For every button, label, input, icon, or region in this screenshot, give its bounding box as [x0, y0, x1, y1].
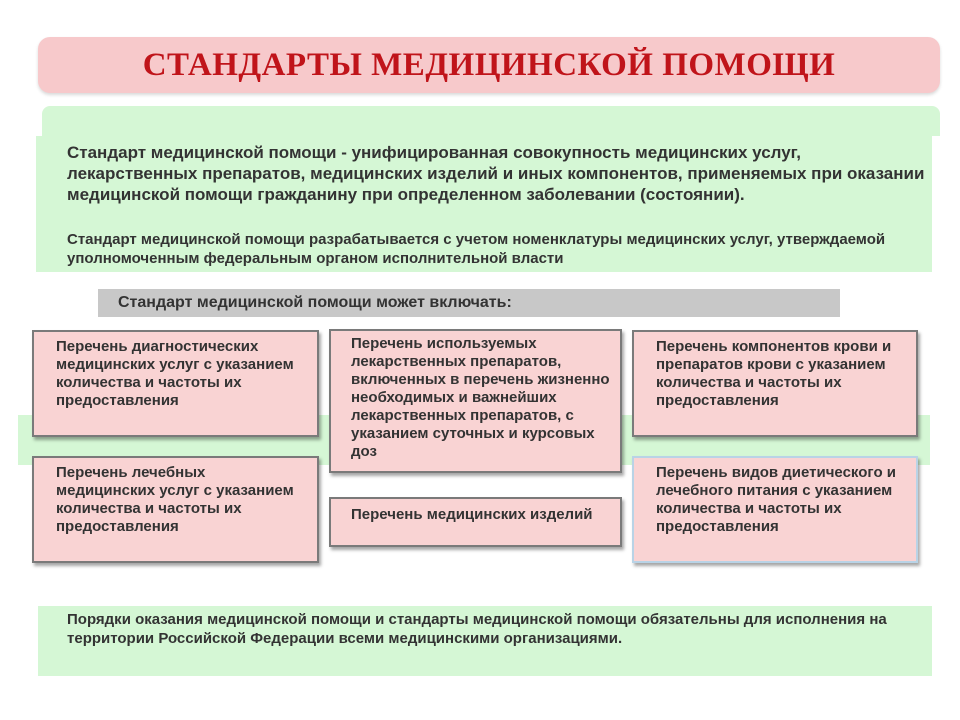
development-note: Стандарт медицинской помощи разрабатывается с учетом номенклатуры медицинских услуг, утверждаемой уполномоченным федеральным органом исполнительной власти — [67, 231, 886, 267]
item-medical-devices: Перечень медицинских изделий — [329, 497, 622, 547]
item-dietary-nutrition: Перечень видов диетического и лечебного питания с указанием количества и частоты их предоставления — [632, 456, 918, 563]
footer-text: Порядки оказания медицинской помощи и стандарты медицинской помощи обязательны для исполнения на территории Российской Федерации всеми медицинскими организациями. — [67, 611, 887, 647]
item-medications: Перечень используемых лекарственных препаратов, включенных в перечень жизненно необходимых и важнейших лекарственных препаратов, с указанием суточных и курсовых доз — [329, 329, 622, 473]
item-blood-components: Перечень компонентов крови и препаратов крови с указанием количества и частоты их предоставления — [632, 330, 918, 437]
item-diagnostic-services: Перечень диагностических медицинских услуг с указанием количества и частоты их предоставления — [32, 330, 319, 437]
page-title: СТАНДАРТЫ МЕДИЦИНСКОЙ ПОМОЩИ — [142, 46, 836, 83]
definition-text: Стандарт медицинской помощи - унифицированная совокупность медицинских услуг, лекарственных препаратов, медицинских изделий и иных компонентов, применяемых при оказании медицинской помощи гражданину при определенном заболевании (состоянии). — [67, 143, 925, 204]
item-treatment-services: Перечень лечебных медицинских услуг с указанием количества и частоты их предоставления — [32, 456, 319, 563]
definition-panel-tab — [42, 106, 940, 136]
includes-header: Стандарт медицинской помощи может включать: — [118, 294, 512, 311]
